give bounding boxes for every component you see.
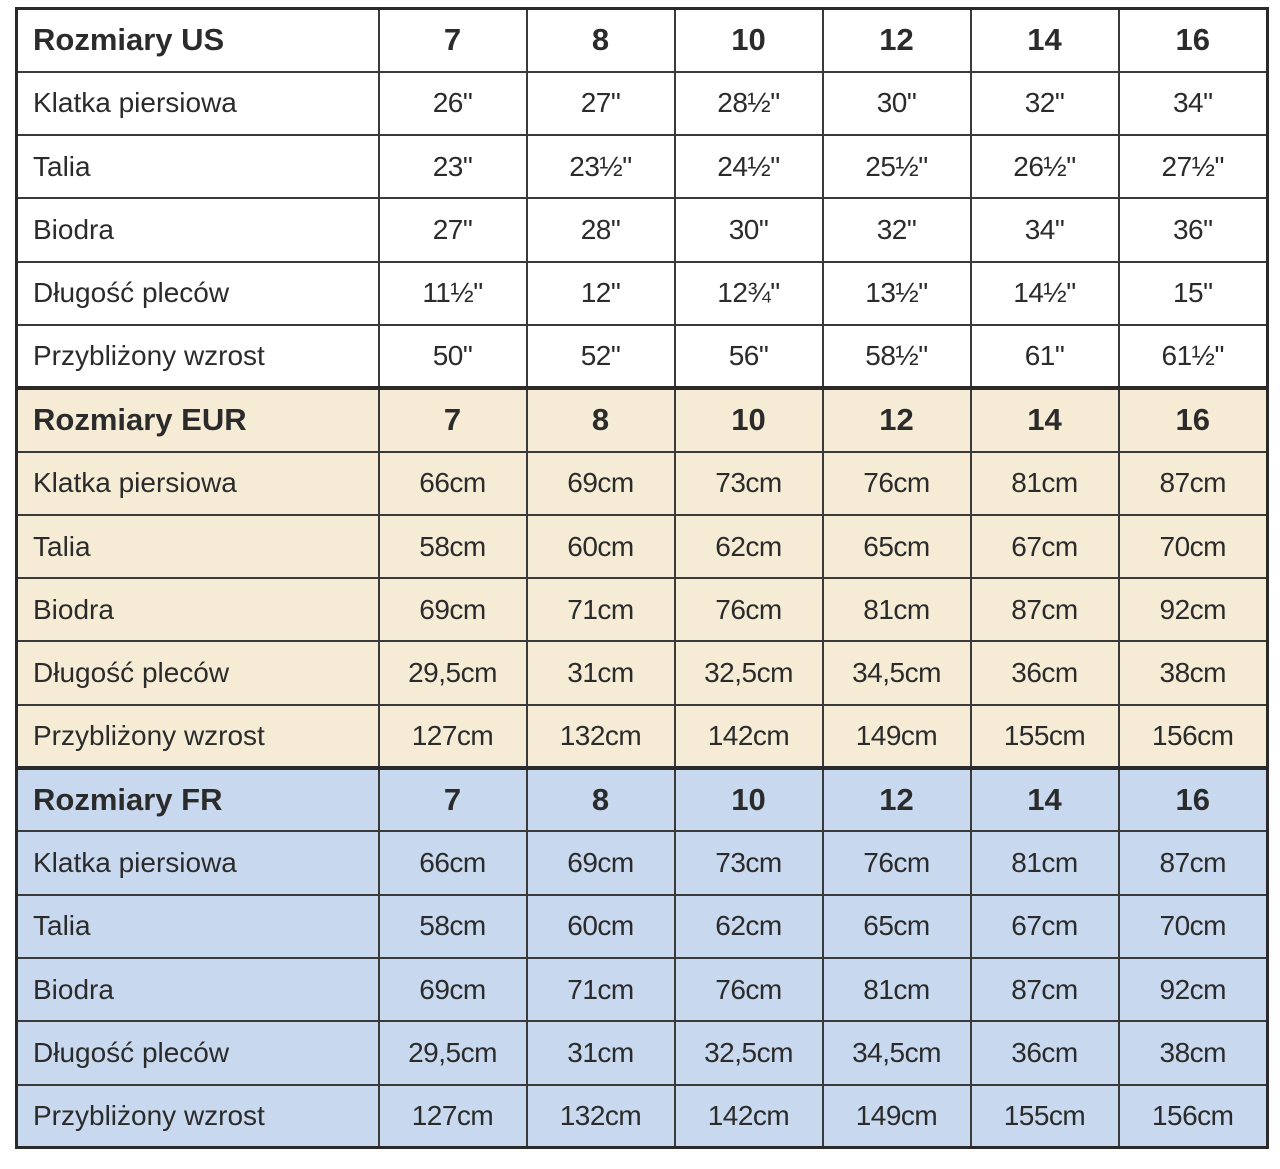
measurement-value: 32" (971, 72, 1119, 135)
measurement-value: 60cm (527, 515, 675, 578)
size-header-cell: 7 (379, 388, 527, 451)
measurement-value: 81cm (823, 578, 971, 641)
measurement-value: 67cm (971, 895, 1119, 958)
measurement-value: 38cm (1119, 1021, 1268, 1084)
measurement-label: Przybliżony wzrost (17, 1085, 379, 1148)
section-header-fr (17, 768, 1268, 831)
measurement-value: 127cm (379, 1085, 527, 1148)
measurement-value: 73cm (675, 452, 823, 515)
measurement-value: 38cm (1119, 641, 1268, 704)
section-header-us (17, 9, 1268, 72)
measurement-value: 27" (527, 72, 675, 135)
size-header-cell: 14 (971, 768, 1119, 831)
size-header-cell: 10 (675, 768, 823, 831)
measurement-value: 76cm (675, 958, 823, 1021)
section-title: Rozmiary EUR (17, 388, 379, 451)
table-row (17, 452, 1268, 515)
measurement-value: 132cm (527, 1085, 675, 1148)
measurement-value: 76cm (823, 831, 971, 894)
measurement-value: 11½" (379, 262, 527, 325)
measurement-value: 30" (675, 198, 823, 261)
measurement-value: 28" (527, 198, 675, 261)
measurement-value: 142cm (675, 705, 823, 768)
measurement-label: Przybliżony wzrost (17, 705, 379, 768)
size-header-cell: 8 (527, 768, 675, 831)
measurement-value: 81cm (971, 452, 1119, 515)
measurement-value: 31cm (527, 1021, 675, 1084)
measurement-value: 155cm (971, 705, 1119, 768)
table-row (17, 72, 1268, 135)
measurement-value: 66cm (379, 831, 527, 894)
measurement-value: 26½" (971, 135, 1119, 198)
measurement-label: Klatka piersiowa (17, 72, 379, 135)
table-row (17, 1021, 1268, 1084)
measurement-value: 71cm (527, 578, 675, 641)
measurement-value: 66cm (379, 452, 527, 515)
measurement-label: Biodra (17, 578, 379, 641)
measurement-value: 25½" (823, 135, 971, 198)
measurement-value: 92cm (1119, 958, 1268, 1021)
measurement-value: 69cm (527, 452, 675, 515)
measurement-value: 36cm (971, 641, 1119, 704)
measurement-label: Talia (17, 895, 379, 958)
measurement-value: 62cm (675, 895, 823, 958)
measurement-value: 70cm (1119, 515, 1268, 578)
size-header-cell: 12 (823, 768, 971, 831)
measurement-value: 32,5cm (675, 1021, 823, 1084)
measurement-value: 29,5cm (379, 641, 527, 704)
measurement-label: Przybliżony wzrost (17, 325, 379, 388)
measurement-value: 73cm (675, 831, 823, 894)
size-header-cell: 8 (527, 388, 675, 451)
table-row (17, 705, 1268, 768)
measurement-value: 81cm (823, 958, 971, 1021)
measurement-value: 76cm (823, 452, 971, 515)
measurement-value: 87cm (1119, 831, 1268, 894)
measurement-label: Talia (17, 515, 379, 578)
table-row (17, 135, 1268, 198)
measurement-value: 31cm (527, 641, 675, 704)
size-header-cell: 12 (823, 9, 971, 72)
table-row (17, 958, 1268, 1021)
measurement-value: 69cm (527, 831, 675, 894)
measurement-value: 76cm (675, 578, 823, 641)
measurement-value: 32" (823, 198, 971, 261)
measurement-label: Długość pleców (17, 641, 379, 704)
section-title: Rozmiary FR (17, 768, 379, 831)
measurement-value: 87cm (1119, 452, 1268, 515)
measurement-value: 155cm (971, 1085, 1119, 1148)
measurement-label: Biodra (17, 958, 379, 1021)
table-row (17, 578, 1268, 641)
table-row (17, 325, 1268, 388)
table-row (17, 262, 1268, 325)
measurement-value: 34" (971, 198, 1119, 261)
measurement-value: 61" (971, 325, 1119, 388)
section-header-eur (17, 388, 1268, 451)
size-header-cell: 16 (1119, 9, 1268, 72)
measurement-value: 32,5cm (675, 641, 823, 704)
size-header-cell: 14 (971, 388, 1119, 451)
measurement-value: 23½" (527, 135, 675, 198)
size-header-cell: 8 (527, 9, 675, 72)
measurement-value: 69cm (379, 578, 527, 641)
measurement-value: 23" (379, 135, 527, 198)
measurement-value: 149cm (823, 705, 971, 768)
section-title: Rozmiary US (17, 9, 379, 72)
measurement-value: 156cm (1119, 1085, 1268, 1148)
measurement-value: 58cm (379, 895, 527, 958)
size-header-cell: 12 (823, 388, 971, 451)
size-chart-table (15, 7, 1269, 1149)
measurement-value: 30" (823, 72, 971, 135)
measurement-value: 58cm (379, 515, 527, 578)
measurement-label: Klatka piersiowa (17, 831, 379, 894)
measurement-value: 56" (675, 325, 823, 388)
measurement-value: 87cm (971, 958, 1119, 1021)
size-header-cell: 16 (1119, 768, 1268, 831)
measurement-value: 132cm (527, 705, 675, 768)
measurement-label: Biodra (17, 198, 379, 261)
measurement-label: Klatka piersiowa (17, 452, 379, 515)
measurement-value: 34,5cm (823, 641, 971, 704)
measurement-value: 60cm (527, 895, 675, 958)
measurement-value: 26" (379, 72, 527, 135)
measurement-value: 142cm (675, 1085, 823, 1148)
measurement-value: 13½" (823, 262, 971, 325)
measurement-value: 87cm (971, 578, 1119, 641)
measurement-value: 28½" (675, 72, 823, 135)
measurement-label: Długość pleców (17, 262, 379, 325)
size-chart-body (17, 9, 1268, 1148)
measurement-label: Talia (17, 135, 379, 198)
measurement-value: 156cm (1119, 705, 1268, 768)
measurement-value: 62cm (675, 515, 823, 578)
measurement-value: 71cm (527, 958, 675, 1021)
measurement-value: 69cm (379, 958, 527, 1021)
measurement-value: 36" (1119, 198, 1268, 261)
table-row (17, 198, 1268, 261)
measurement-value: 92cm (1119, 578, 1268, 641)
measurement-value: 149cm (823, 1085, 971, 1148)
measurement-value: 15" (1119, 262, 1268, 325)
measurement-value: 127cm (379, 705, 527, 768)
measurement-value: 34,5cm (823, 1021, 971, 1084)
size-header-cell: 7 (379, 768, 527, 831)
size-header-cell: 7 (379, 9, 527, 72)
table-row (17, 1085, 1268, 1148)
measurement-value: 12¾" (675, 262, 823, 325)
measurement-value: 52" (527, 325, 675, 388)
size-header-cell: 14 (971, 9, 1119, 72)
measurement-value: 61½" (1119, 325, 1268, 388)
measurement-value: 27½" (1119, 135, 1268, 198)
table-row (17, 515, 1268, 578)
measurement-label: Długość pleców (17, 1021, 379, 1084)
measurement-value: 27" (379, 198, 527, 261)
size-header-cell: 10 (675, 9, 823, 72)
measurement-value: 29,5cm (379, 1021, 527, 1084)
measurement-value: 36cm (971, 1021, 1119, 1084)
measurement-value: 14½" (971, 262, 1119, 325)
size-header-cell: 16 (1119, 388, 1268, 451)
measurement-value: 58½" (823, 325, 971, 388)
measurement-value: 12" (527, 262, 675, 325)
measurement-value: 70cm (1119, 895, 1268, 958)
table-row (17, 831, 1268, 894)
table-row (17, 641, 1268, 704)
measurement-value: 67cm (971, 515, 1119, 578)
table-row (17, 895, 1268, 958)
measurement-value: 81cm (971, 831, 1119, 894)
measurement-value: 24½" (675, 135, 823, 198)
measurement-value: 65cm (823, 895, 971, 958)
size-header-cell: 10 (675, 388, 823, 451)
measurement-value: 65cm (823, 515, 971, 578)
measurement-value: 34" (1119, 72, 1268, 135)
measurement-value: 50" (379, 325, 527, 388)
